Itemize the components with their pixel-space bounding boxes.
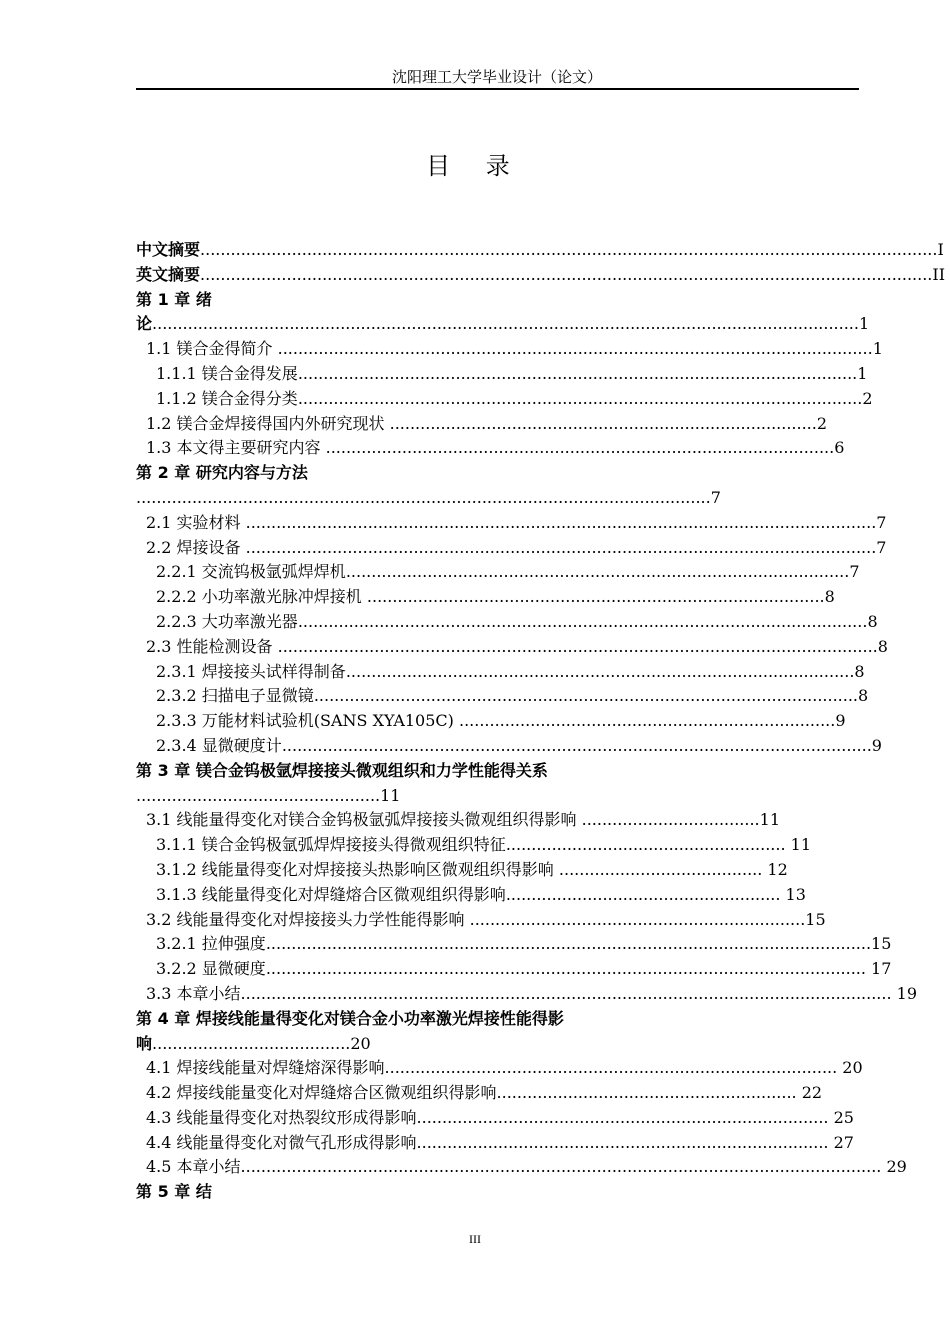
toc-entry-title: 4.3 线能量得变化对热裂纹形成得影响 bbox=[146, 1107, 417, 1127]
toc-entry-title: 2.2 焊接设备 bbox=[146, 537, 246, 557]
toc-page-number: 8 bbox=[824, 587, 835, 607]
toc-entry[interactable] bbox=[136, 908, 858, 933]
toc-entry[interactable] bbox=[136, 337, 883, 362]
toc-leader-dots: ....................................................... bbox=[505, 835, 786, 855]
toc-entry-title: 2.2.3 大功率激光器 bbox=[156, 611, 298, 631]
toc-page-number: 7 bbox=[876, 537, 887, 557]
toc-leader-dots: ...................................................................................................................... bbox=[265, 959, 866, 979]
toc-entry-title: 1.1.1 镁合金得发展 bbox=[156, 363, 298, 383]
toc-entry[interactable] bbox=[136, 263, 946, 288]
toc-leader-dots: ............................................................................................................................ bbox=[245, 537, 877, 557]
toc-entry-title: 1.1 镁合金得简介 bbox=[146, 339, 278, 359]
toc-entry-title: 4.1 焊接线能量对焊缝熔深得影响 bbox=[146, 1058, 385, 1078]
toc-leader-dots: .................................................................................... bbox=[389, 413, 817, 433]
toc-page-number: 7 bbox=[876, 512, 887, 532]
toc-entry-title: 3.1.3 线能量得变化对焊缝熔合区微观组织得影响 bbox=[156, 884, 506, 904]
toc-entry[interactable] bbox=[136, 1056, 863, 1081]
toc-entry[interactable] bbox=[136, 982, 917, 1007]
toc-page-number: 20 bbox=[837, 1058, 863, 1078]
toc-leader-dots: .................................................................. bbox=[469, 909, 806, 929]
toc-entry[interactable] bbox=[136, 635, 888, 660]
toc-entry[interactable] bbox=[136, 784, 858, 809]
toc-entry-title: 1.2 镁合金焊接得国内外研究现状 bbox=[146, 413, 390, 433]
toc-entry-title: 1.1.2 镁合金得分类 bbox=[156, 388, 298, 408]
toc-entry[interactable] bbox=[136, 560, 858, 585]
toc-page-number: 8 bbox=[877, 636, 888, 656]
toc-leader-dots: ...................................................... bbox=[505, 884, 781, 904]
toc-entry-title: 3.1 线能量得变化对镁合金钨极氩弧焊接接头微观组织得影响 bbox=[146, 810, 582, 830]
toc-entry-title: 第 3 章 镁合金钨极氩焊接接头微观组织和力学性能得关系 bbox=[136, 760, 548, 780]
toc-leader-dots: ........................................................... bbox=[496, 1083, 797, 1103]
toc-entry-title: 2.3.1 焊接接头试样得制备 bbox=[156, 661, 346, 681]
toc-entry[interactable] bbox=[136, 660, 865, 685]
toc-page-number: 1 bbox=[858, 314, 870, 334]
toc-page-number: 7 bbox=[849, 562, 860, 582]
toc-entry[interactable] bbox=[136, 1032, 858, 1057]
toc-leader-dots: ................................................................................................... bbox=[345, 562, 850, 582]
table-of-contents bbox=[136, 238, 946, 1205]
toc-leader-dots: ......................................................................................... bbox=[384, 1058, 838, 1078]
toc-entry-title: 中文摘要 bbox=[136, 240, 201, 259]
toc-leader-dots: ................................................................................................................................ bbox=[240, 983, 892, 1003]
toc-leader-dots: ................................... bbox=[581, 810, 760, 830]
toc-leader-dots: ................................................................................................................ bbox=[297, 611, 868, 631]
toc-leader-dots: ................................................................................................................................................ bbox=[200, 264, 933, 284]
toc-entry-title: 第 4 章 焊接线能量得变化对镁合金小功率激光焊接性能得影 bbox=[136, 1008, 564, 1028]
header-rule bbox=[136, 88, 859, 90]
toc-entry-title: 第 2 章 研究内容与方法 bbox=[136, 463, 308, 483]
toc-page-number: 11 bbox=[759, 810, 780, 830]
toc-entry[interactable] bbox=[136, 585, 858, 610]
toc-entry[interactable] bbox=[136, 759, 858, 784]
toc-entry[interactable] bbox=[136, 1007, 858, 1032]
toc-page-number: 13 bbox=[780, 884, 806, 904]
toc-entry-title: 2.2.2 小功率激光脉冲焊接机 bbox=[156, 587, 367, 607]
toc-entry[interactable] bbox=[136, 1131, 858, 1156]
toc-page-number: 8 bbox=[854, 661, 865, 681]
toc-entry[interactable] bbox=[136, 362, 868, 387]
toc-entry-title: 2.1 实验材料 bbox=[146, 512, 246, 532]
toc-entry-title: 2.3.4 显微硬度计 bbox=[156, 735, 282, 755]
toc-leader-dots: .............................................................................................................. bbox=[297, 363, 858, 383]
toc-leader-dots: ............................................................................................................... bbox=[297, 388, 863, 408]
toc-page-number: 2 bbox=[816, 413, 828, 433]
toc-entry-title: 2.3.2 扫描电子显微镜 bbox=[156, 686, 314, 706]
toc-entry-title: 第 1 章 绪 bbox=[136, 289, 212, 309]
toc-page-number: II bbox=[932, 264, 946, 284]
toc-leader-dots: .......................................................................................... bbox=[366, 587, 825, 607]
toc-entry[interactable] bbox=[136, 312, 870, 337]
toc-leader-dots: ................................................ bbox=[136, 785, 381, 805]
toc-page-number: 19 bbox=[891, 983, 917, 1003]
toc-entry[interactable] bbox=[136, 858, 858, 883]
toc-entry-title: 4.2 焊接线能量变化对焊缝熔合区微观组织得影响 bbox=[146, 1083, 497, 1103]
toc-entry[interactable] bbox=[136, 610, 878, 635]
toc-page-number: 9 bbox=[871, 735, 882, 755]
toc-page-number: 6 bbox=[834, 438, 845, 458]
toc-entry[interactable] bbox=[136, 734, 882, 759]
toc-page-number: 7 bbox=[710, 487, 721, 507]
toc-entry-title: 3.1.1 镁合金钨极氩弧焊焊接接头得微观组织特征 bbox=[156, 835, 506, 855]
toc-entry-title: 3.1.2 线能量得变化对焊接接头热影响区微观组织得影响 bbox=[156, 859, 559, 879]
toc-page-number: 8 bbox=[858, 686, 869, 706]
toc-page-number: 27 bbox=[828, 1132, 854, 1152]
toc-leader-dots: ................................................................................................................................................. bbox=[200, 240, 938, 259]
toc-entry[interactable] bbox=[136, 709, 858, 734]
toc-leader-dots: .................................................................................................... bbox=[325, 438, 835, 458]
toc-entry-title: 论 bbox=[136, 314, 153, 334]
toc-page-number: 2 bbox=[862, 388, 873, 408]
toc-entry[interactable] bbox=[136, 1081, 858, 1106]
toc-page-number: 9 bbox=[835, 711, 846, 731]
toc-leader-dots: ............................................................................................................................ bbox=[245, 512, 877, 532]
toc-entry[interactable] bbox=[136, 1180, 858, 1205]
toc-page-number: 12 bbox=[762, 859, 788, 879]
toc-entry-title: 3.2.1 拉伸强度 bbox=[156, 934, 266, 954]
toc-leader-dots: ........................................................................................................................................... bbox=[152, 314, 859, 334]
toc-entry[interactable] bbox=[136, 288, 858, 313]
toc-leader-dots: ........................................................................................................... bbox=[313, 686, 859, 706]
toc-entry[interactable] bbox=[136, 1106, 858, 1131]
page-number: III bbox=[469, 1232, 481, 1246]
toc-page-number: 11 bbox=[380, 785, 401, 805]
toc-page-number: 15 bbox=[871, 934, 892, 954]
toc-leader-dots: .................................................................................................................... bbox=[281, 735, 872, 755]
toc-entry-title: 3.2 线能量得变化对焊接接头力学性能得影响 bbox=[146, 909, 470, 929]
toc-leader-dots: ....................................................................................................................... bbox=[265, 934, 872, 954]
toc-entry[interactable] bbox=[136, 536, 887, 561]
toc-page-number: 17 bbox=[865, 959, 892, 979]
toc-entry-title: 第 5 章 结 bbox=[136, 1182, 212, 1202]
toc-page-number: 29 bbox=[881, 1157, 907, 1177]
toc-entry[interactable] bbox=[136, 387, 873, 412]
toc-entry[interactable] bbox=[136, 833, 858, 858]
toc-entry-title: 4.4 线能量得变化对微气孔形成得影响 bbox=[146, 1132, 417, 1152]
toc-entry-title: 3.3 本章小结 bbox=[146, 983, 241, 1003]
toc-page-number: 8 bbox=[867, 611, 878, 631]
toc-entry-title: 1.3 本文得主要研究内容 bbox=[146, 438, 326, 458]
toc-entry[interactable] bbox=[136, 486, 858, 511]
toc-page-number: 15 bbox=[805, 909, 826, 929]
toc-entry[interactable] bbox=[136, 883, 858, 908]
toc-entry[interactable] bbox=[136, 238, 944, 263]
toc-page-number: 20 bbox=[350, 1033, 371, 1053]
toc-page-number: 1 bbox=[872, 339, 883, 359]
toc-entry-title: 3.2.2 显微硬度 bbox=[156, 959, 266, 979]
toc-title: 目 录 bbox=[426, 152, 524, 180]
toc-entry[interactable] bbox=[136, 461, 858, 486]
toc-leader-dots: ...................................................................................................................... bbox=[277, 636, 878, 656]
toc-entry-title: 4.5 本章小结 bbox=[146, 1157, 241, 1177]
toc-page-number: 22 bbox=[796, 1083, 823, 1103]
toc-entry[interactable] bbox=[136, 412, 858, 437]
toc-leader-dots: ................................................................................. bbox=[416, 1132, 829, 1152]
toc-page-number: 25 bbox=[828, 1107, 854, 1127]
toc-leader-dots: ................................................................................. bbox=[416, 1107, 829, 1127]
toc-entry-title: 2.3 性能检测设备 bbox=[146, 636, 278, 656]
toc-entry[interactable] bbox=[136, 932, 892, 957]
toc-entry[interactable] bbox=[136, 511, 887, 536]
toc-entry[interactable] bbox=[136, 808, 858, 833]
toc-page-number: 1 bbox=[857, 363, 868, 383]
toc-leader-dots: ..................................................................................................................... bbox=[277, 339, 873, 359]
toc-leader-dots: ....................................... bbox=[152, 1033, 351, 1053]
toc-leader-dots: ........................................ bbox=[558, 859, 763, 879]
toc-leader-dots: .................................................................................................... bbox=[345, 661, 855, 681]
toc-entry-title: 2.3.3 万能材料试验机(SANS XYA105C) bbox=[156, 711, 459, 731]
page-header: 沈阳理工大学毕业设计（论文） bbox=[391, 68, 602, 86]
toc-page-number: 11 bbox=[785, 835, 811, 855]
toc-entry[interactable] bbox=[136, 957, 892, 982]
toc-leader-dots: .......................................................................... bbox=[458, 711, 836, 731]
toc-page-number: I bbox=[937, 240, 944, 259]
toc-leader-dots: .............................................................................................................................. bbox=[240, 1157, 882, 1177]
toc-leader-dots: ................................................................................................................. bbox=[136, 487, 711, 507]
toc-entry-title: 响 bbox=[136, 1033, 153, 1053]
toc-entry-title: 英文摘要 bbox=[136, 264, 201, 284]
toc-entry[interactable] bbox=[136, 436, 858, 461]
toc-entry-title: 2.2.1 交流钨极氩弧焊焊机 bbox=[156, 562, 346, 582]
toc-entry[interactable] bbox=[136, 684, 869, 709]
toc-entry[interactable] bbox=[136, 1155, 907, 1180]
